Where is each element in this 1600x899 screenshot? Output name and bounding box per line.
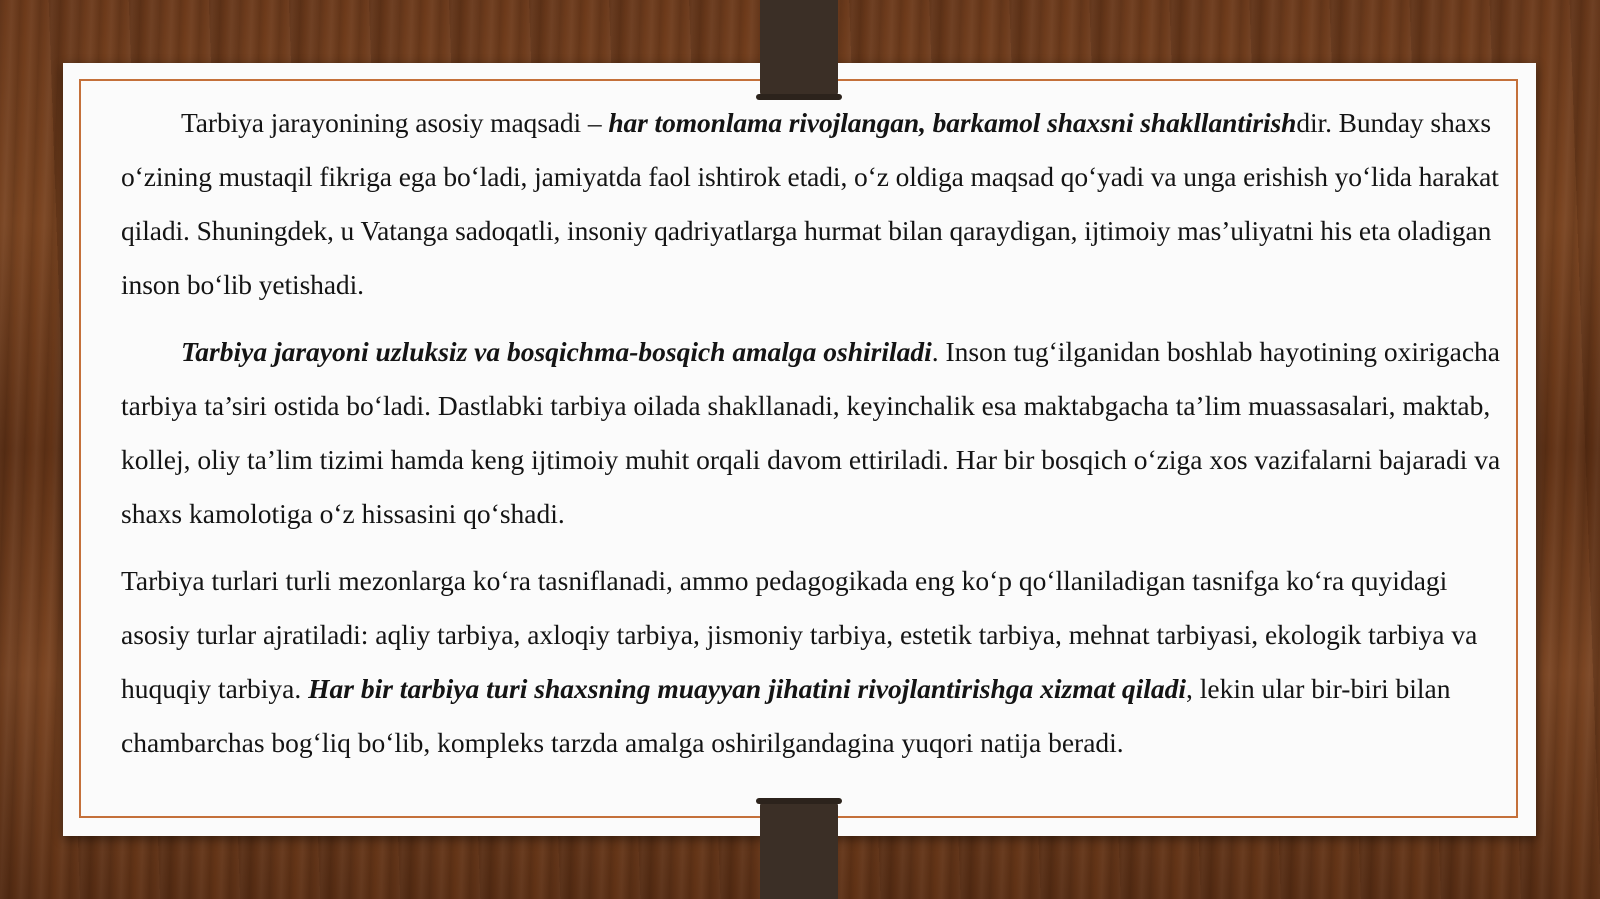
- paragraph-continuity-rest: . Inson tug‘ilganidan boshlab hayotining oxirigacha tarbiya ta’siri ostida bo‘ladi. Dastlabki tarbiya oilada shakllanadi, keyinchalik esa maktabgacha ta’lim muassasalari, maktab, kollej, oliy ta’lim tizimi hamda keng ijtimoiy muhit orqali davom ettiriladi. Har bir bosqich o‘ziga xos vazifalarni bajaradi va shaxs kamolotiga o‘z hissasini qo‘shadi.: [121, 336, 1501, 529]
- top-binder-clip: [760, 0, 838, 98]
- paragraph-continuity-emphasis: Tarbiya jarayoni uzluksiz va bosqichma-bosqich amalga oshiriladi: [181, 336, 932, 367]
- paragraph-continuity: [121, 325, 1521, 541]
- paragraph-goal-rest: dir. Bunday shaxs o‘zining mustaqil fikriga ega bo‘ladi, jamiyatda faol ishtirok etadi, o‘z oldiga maqsad qo‘yadi va unga erishish yo‘lida harakat qiladi. Shuningdek, u Vatanga sadoqatli, insoniy qadriyatlarga hurmat bilan qaraydigan, ijtimoiy mas’uliyatni his eta oladigan inson bo‘lib yetishadi.: [121, 107, 1499, 300]
- paragraph-goal-lead: Tarbiya jarayonining asosiy maqsadi –: [181, 107, 609, 138]
- paragraph-types-rest: , lekin ular bir-biri bilan chambarchas bog‘liq bo‘lib, kompleks tarzda amalga oshirilgandagina yuqori natija beradi.: [121, 673, 1451, 758]
- paragraph-types-lead: Tarbiya turlari turli mezonlarga ko‘ra tasniflanadi, ammo pedagogikada eng ko‘p qo‘llaniladigan tasnifga ko‘ra quyidagi asosiy turlar ajratiladi: aqliy tarbiya, axloqiy tarbiya, jismoniy tarbiya, estetik tarbiya, mehnat tarbiyasi, ekologik tarbiya va huquqiy tarbiya.: [121, 565, 1478, 704]
- paragraph-goal: [121, 96, 1521, 312]
- paragraph-types: [121, 554, 1521, 770]
- bottom-binder-clip: [760, 800, 838, 899]
- paragraph-types-emphasis: Har bir tarbiya turi shaxsning muayyan jihatini rivojlantirishga xizmat qiladi: [308, 673, 1187, 704]
- paragraph-goal-emphasis: har tomonlama rivojlangan, barkamol shaxsni shakllantirish: [608, 107, 1297, 138]
- slide-text-content: [121, 96, 1521, 783]
